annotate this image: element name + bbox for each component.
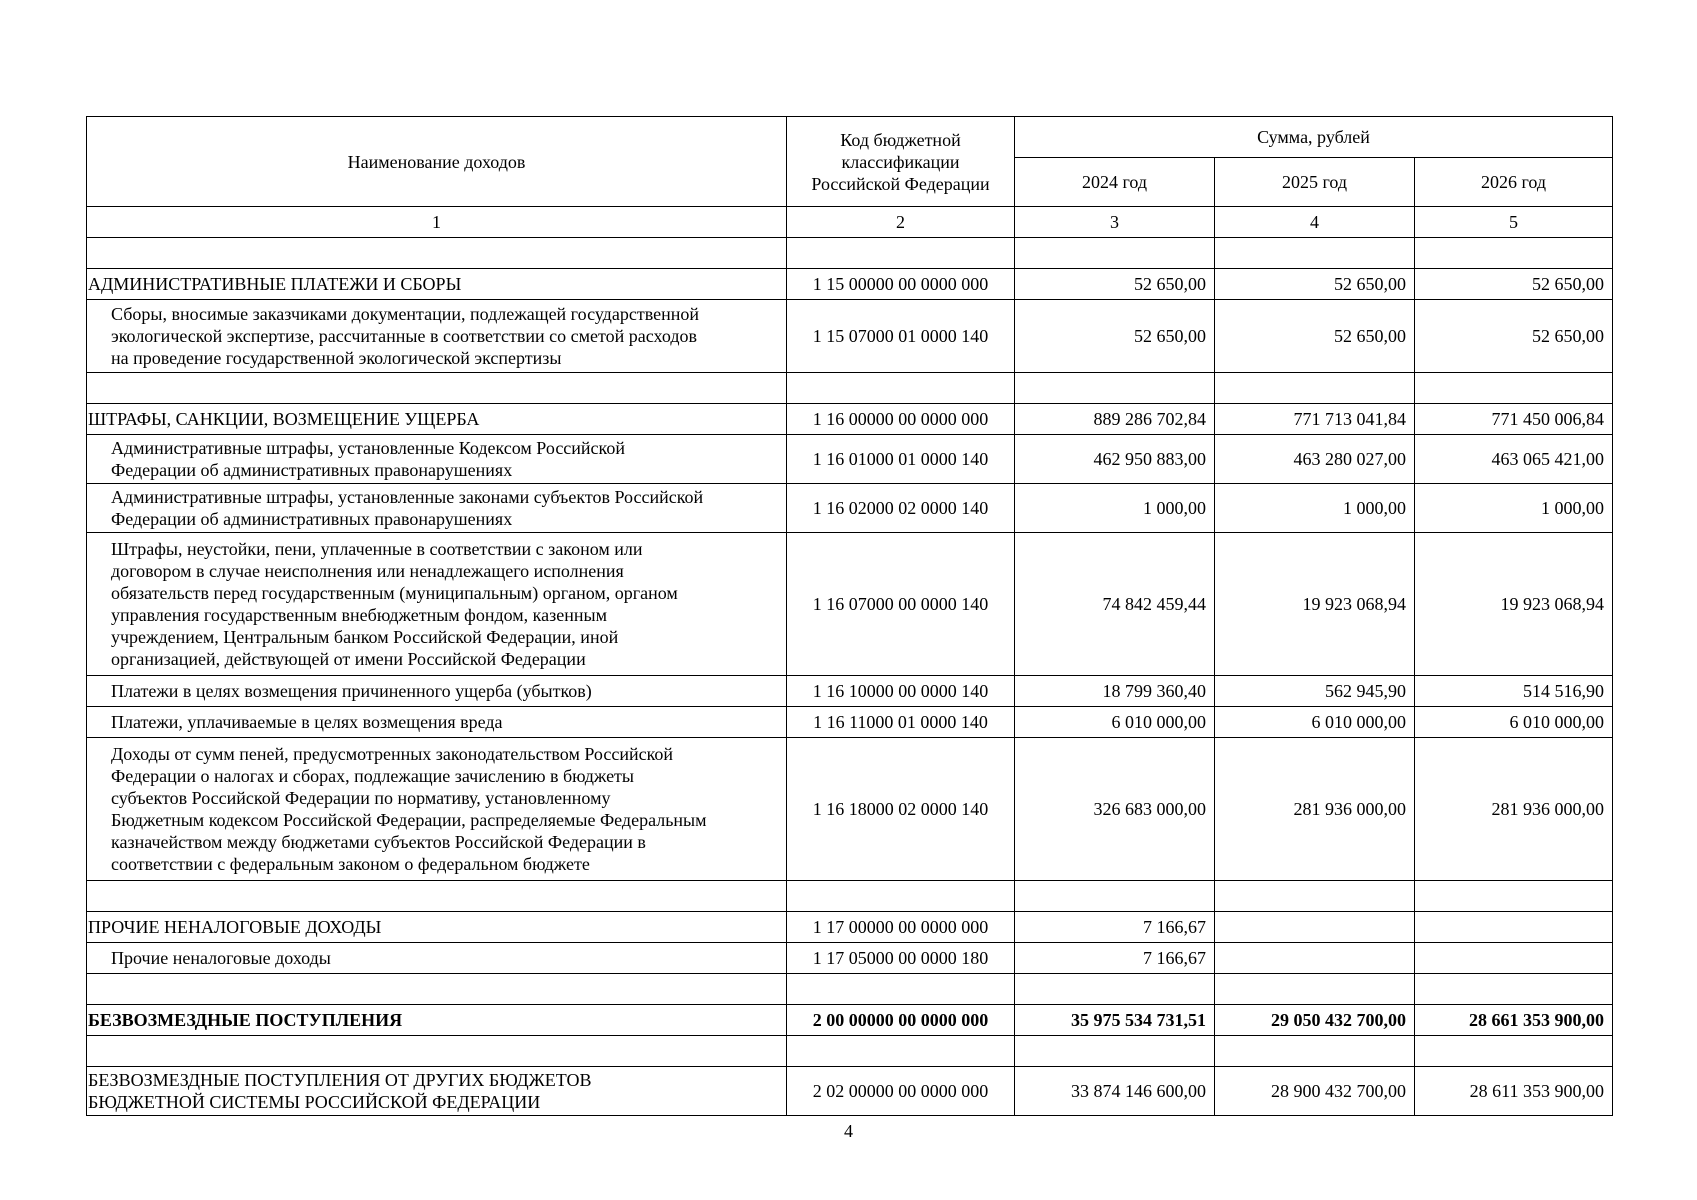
revenue-name-cell: ШТРАФЫ, САНКЦИИ, ВОЗМЕЩЕНИЕ УЩЕРБА [87, 404, 787, 435]
amount-2026-cell: 28 611 353 900,00 [1415, 1067, 1613, 1116]
amount-2025-cell: 281 936 000,00 [1215, 738, 1415, 881]
column-number: 1 [87, 207, 787, 238]
spacer-row [87, 238, 1613, 269]
budget-code-cell: 2 00 00000 00 0000 000 [787, 1005, 1015, 1036]
amount-2025-cell: 6 010 000,00 [1215, 707, 1415, 738]
revenue-name-cell: Платежи, уплачиваемые в целях возмещения вреда [87, 707, 787, 738]
budget-code-cell: 1 16 00000 00 0000 000 [787, 404, 1015, 435]
amount-2024-cell: 52 650,00 [1015, 300, 1215, 373]
amount-2024-cell: 35 975 534 731,51 [1015, 1005, 1215, 1036]
empty-cell [787, 238, 1015, 269]
amount-2025-cell: 52 650,00 [1215, 300, 1415, 373]
amount-2026-cell [1415, 912, 1613, 943]
amount-2024-cell: 74 842 459,44 [1015, 533, 1215, 676]
spacer-row [87, 373, 1613, 404]
empty-cell [87, 238, 787, 269]
budget-code-cell: 1 16 07000 00 0000 140 [787, 533, 1015, 676]
empty-cell [1015, 1036, 1215, 1067]
empty-cell [87, 974, 787, 1005]
revenue-name-cell: Платежи в целях возмещения причиненного ущерба (убытков) [87, 676, 787, 707]
budget-code-cell: 1 16 18000 02 0000 140 [787, 738, 1015, 881]
revenue-table [86, 116, 1613, 1116]
amount-2024-cell: 7 166,67 [1015, 943, 1215, 974]
column-number: 5 [1415, 207, 1613, 238]
amount-2024-cell: 33 874 146 600,00 [1015, 1067, 1215, 1116]
empty-cell [1215, 974, 1415, 1005]
table-row [87, 943, 1613, 974]
amount-2025-cell [1215, 912, 1415, 943]
empty-cell [1415, 974, 1613, 1005]
amount-2025-cell: 463 280 027,00 [1215, 435, 1415, 484]
amount-2024-cell: 7 166,67 [1015, 912, 1215, 943]
amount-2026-cell: 19 923 068,94 [1415, 533, 1613, 676]
amount-2026-cell: 1 000,00 [1415, 484, 1613, 533]
amount-2026-cell: 463 065 421,00 [1415, 435, 1613, 484]
group-row [87, 269, 1613, 300]
amount-2026-cell: 281 936 000,00 [1415, 738, 1613, 881]
spacer-row [87, 1036, 1613, 1067]
revenue-name-cell: АДМИНИСТРАТИВНЫЕ ПЛАТЕЖИ И СБОРЫ [87, 269, 787, 300]
empty-cell [1215, 1036, 1415, 1067]
amount-2026-cell: 771 450 006,84 [1415, 404, 1613, 435]
revenue-name-cell: ПРОЧИЕ НЕНАЛОГОВЫЕ ДОХОДЫ [87, 912, 787, 943]
header-revenue-name: Наименование доходов [87, 117, 787, 207]
amount-2026-cell: 28 661 353 900,00 [1415, 1005, 1613, 1036]
empty-cell [87, 1036, 787, 1067]
empty-cell [1415, 238, 1613, 269]
amount-2025-cell: 562 945,90 [1215, 676, 1415, 707]
amount-2026-cell: 52 650,00 [1415, 300, 1613, 373]
table-body [87, 238, 1613, 1116]
empty-cell [787, 974, 1015, 1005]
amount-2024-cell: 326 683 000,00 [1015, 738, 1215, 881]
amount-2025-cell: 1 000,00 [1215, 484, 1415, 533]
empty-cell [1015, 974, 1215, 1005]
amount-2025-cell: 28 900 432 700,00 [1215, 1067, 1415, 1116]
amount-2025-cell: 771 713 041,84 [1215, 404, 1415, 435]
group-row [87, 1005, 1613, 1036]
empty-cell [1415, 373, 1613, 404]
budget-code-cell: 1 16 01000 01 0000 140 [787, 435, 1015, 484]
spacer-row [87, 881, 1613, 912]
group-row [87, 1067, 1613, 1116]
column-number: 2 [787, 207, 1015, 238]
empty-cell [87, 881, 787, 912]
amount-2026-cell: 6 010 000,00 [1415, 707, 1613, 738]
revenue-name-cell: БЕЗВОЗМЕЗДНЫЕ ПОСТУПЛЕНИЯ ОТ ДРУГИХ БЮДЖЕТОВ БЮДЖЕТНОЙ СИСТЕМЫ РОССИЙСКОЙ ФЕДЕРАЦИИ [87, 1067, 787, 1116]
budget-code-cell: 2 02 00000 00 0000 000 [787, 1067, 1015, 1116]
empty-cell [1015, 238, 1215, 269]
header-year-2024: 2024 год [1015, 158, 1215, 207]
amount-2026-cell: 52 650,00 [1415, 269, 1613, 300]
revenue-name-cell: Прочие неналоговые доходы [87, 943, 787, 974]
revenue-name-cell: БЕЗВОЗМЕЗДНЫЕ ПОСТУПЛЕНИЯ [87, 1005, 787, 1036]
budget-code-cell: 1 15 07000 01 0000 140 [787, 300, 1015, 373]
empty-cell [1015, 881, 1215, 912]
header-budget-code: Код бюджетной классификации Российской Федерации [787, 117, 1015, 207]
amount-2024-cell: 6 010 000,00 [1015, 707, 1215, 738]
empty-cell [1015, 373, 1215, 404]
header-year-2026: 2026 год [1415, 158, 1613, 207]
amount-2025-cell: 29 050 432 700,00 [1215, 1005, 1415, 1036]
empty-cell [1215, 238, 1415, 269]
empty-cell [87, 373, 787, 404]
budget-code-cell: 1 16 11000 01 0000 140 [787, 707, 1015, 738]
group-row [87, 404, 1613, 435]
table-row [87, 676, 1613, 707]
budget-code-cell: 1 16 02000 02 0000 140 [787, 484, 1015, 533]
group-row [87, 912, 1613, 943]
table-row [87, 707, 1613, 738]
amount-2025-cell: 52 650,00 [1215, 269, 1415, 300]
spacer-row [87, 974, 1613, 1005]
empty-cell [787, 1036, 1015, 1067]
column-number: 3 [1015, 207, 1215, 238]
amount-2024-cell: 889 286 702,84 [1015, 404, 1215, 435]
table-row [87, 533, 1613, 676]
empty-cell [1415, 881, 1613, 912]
table-row [87, 435, 1613, 484]
amount-2025-cell: 19 923 068,94 [1215, 533, 1415, 676]
empty-cell [1215, 881, 1415, 912]
amount-2026-cell [1415, 943, 1613, 974]
budget-code-cell: 1 17 00000 00 0000 000 [787, 912, 1015, 943]
table-row [87, 300, 1613, 373]
revenue-name-cell: Штрафы, неустойки, пени, уплаченные в соответствии с законом или договором в случае неисполнения или ненадлежащего исполнения обязательств перед государственным (муниципальным) органом, органом управления государственным внебюджетным фондом, казенным учреждением, Центральным банком Российской Федерации, иной организацией, действующей от имени Российской Федерации [87, 533, 787, 676]
empty-cell [1415, 1036, 1613, 1067]
amount-2024-cell: 1 000,00 [1015, 484, 1215, 533]
revenue-name-cell: Доходы от сумм пеней, предусмотренных законодательством Российской Федерации о налогах и сборах, подлежащие зачислению в бюджеты субъектов Российской Федерации по нормативу, установленному Бюджетным кодексом Российской Федерации, распределяемые Федеральным казначейством между бюджетами субъектов Российской Федерации в соответствии с федеральным законом о федеральном бюджете [87, 738, 787, 881]
empty-cell [1215, 373, 1415, 404]
table-row [87, 484, 1613, 533]
budget-code-cell: 1 16 10000 00 0000 140 [787, 676, 1015, 707]
budget-code-cell: 1 15 00000 00 0000 000 [787, 269, 1015, 300]
amount-2024-cell: 462 950 883,00 [1015, 435, 1215, 484]
budget-code-cell: 1 17 05000 00 0000 180 [787, 943, 1015, 974]
amount-2025-cell [1215, 943, 1415, 974]
header-sum: Сумма, рублей [1015, 117, 1613, 158]
empty-cell [787, 373, 1015, 404]
table-row [87, 738, 1613, 881]
revenue-name-cell: Административные штрафы, установленные Кодексом Российской Федерации об административных правонарушениях [87, 435, 787, 484]
amount-2024-cell: 18 799 360,40 [1015, 676, 1215, 707]
header-year-2025: 2025 год [1215, 158, 1415, 207]
column-number: 4 [1215, 207, 1415, 238]
empty-cell [787, 881, 1015, 912]
revenue-name-cell: Административные штрафы, установленные законами субъектов Российской Федерации об административных правонарушениях [87, 484, 787, 533]
page-number: 4 [844, 1121, 853, 1141]
amount-2026-cell: 514 516,90 [1415, 676, 1613, 707]
revenue-name-cell: Сборы, вносимые заказчиками документации, подлежащей государственной экологической экспертизе, рассчитанные в соответствии со сметой расходов на проведение государственной экологической экспертизы [87, 300, 787, 373]
amount-2024-cell: 52 650,00 [1015, 269, 1215, 300]
